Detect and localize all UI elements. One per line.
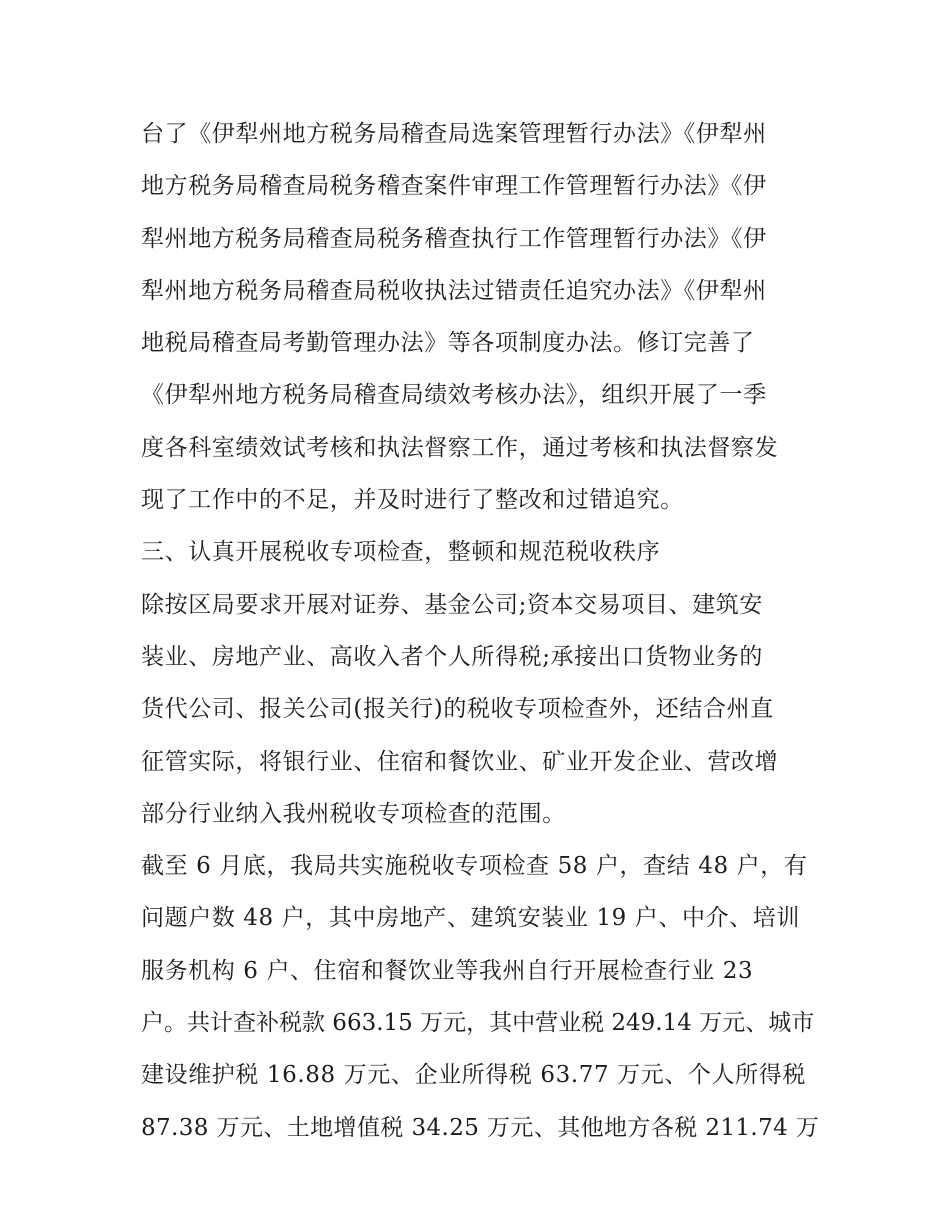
text-line: 截至 6 月底，我局共实施税收专项检查 58 户，查结 48 户，有 [141, 853, 808, 880]
text-line: 犁州地方税务局稽查局税收执法过错责任追究办法》《伊犁州 [141, 277, 767, 304]
text-line: 装业、房地产业、高收入者个人所得税;承接出口货物业务的 [141, 643, 763, 670]
text-line: 地税局稽查局考勤管理办法》等各项制度办法。修订完善了 [141, 330, 755, 357]
text-line: 部分行业纳入我州税收专项检查的范围。 [141, 800, 566, 827]
text-line: 度各科室绩效试考核和执法督察工作，通过考核和执法督察发 [141, 434, 779, 461]
section-heading: 三、认真开展税收专项检查，整顿和规范税收秩序 [141, 539, 661, 566]
text-line: 货代公司、报关公司(报关行)的税收专项检查外，还结合州直 [141, 696, 774, 723]
text-line: 征管实际，将银行业、住宿和餐饮业、矿业开发企业、营改增 [141, 748, 779, 775]
text-line: 户。共计查补税款 663.15 万元，其中营业税 249.14 万元、城市 [141, 1010, 815, 1037]
text-line: 犁州地方税务局稽查局税务稽查执行工作管理暂行办法》《伊 [141, 225, 767, 252]
text-line: 服务机构 6 户、住宿和餐饮业等我州自行开展检查行业 23 [141, 957, 754, 984]
text-line: 现了工作中的不足，并及时进行了整改和过错追究。 [141, 487, 684, 514]
text-line: 地方税务局稽查局税务稽查案件审理工作管理暂行办法》《伊 [141, 173, 767, 200]
text-line: 问题户数 48 户，其中房地产、建筑安装业 19 户、中介、培训 [141, 905, 800, 932]
text-line: 除按区局要求开展对证券、基金公司;资本交易项目、建筑安 [141, 591, 763, 618]
body-text [141, 108, 821, 1154]
text-line: 87.38 万元、土地增值税 34.25 万元、其他地方各税 211.74 万 [141, 1114, 820, 1141]
text-line: 《伊犁州地方税务局稽查局绩效考核办法》，组织开展了一季 [141, 382, 767, 409]
text-line: 台了《伊犁州地方税务局稽查局选案管理暂行办法》《伊犁州 [141, 121, 767, 147]
text-line: 建设维护税 16.88 万元、企业所得税 63.77 万元、个人所得税 [141, 1062, 806, 1089]
